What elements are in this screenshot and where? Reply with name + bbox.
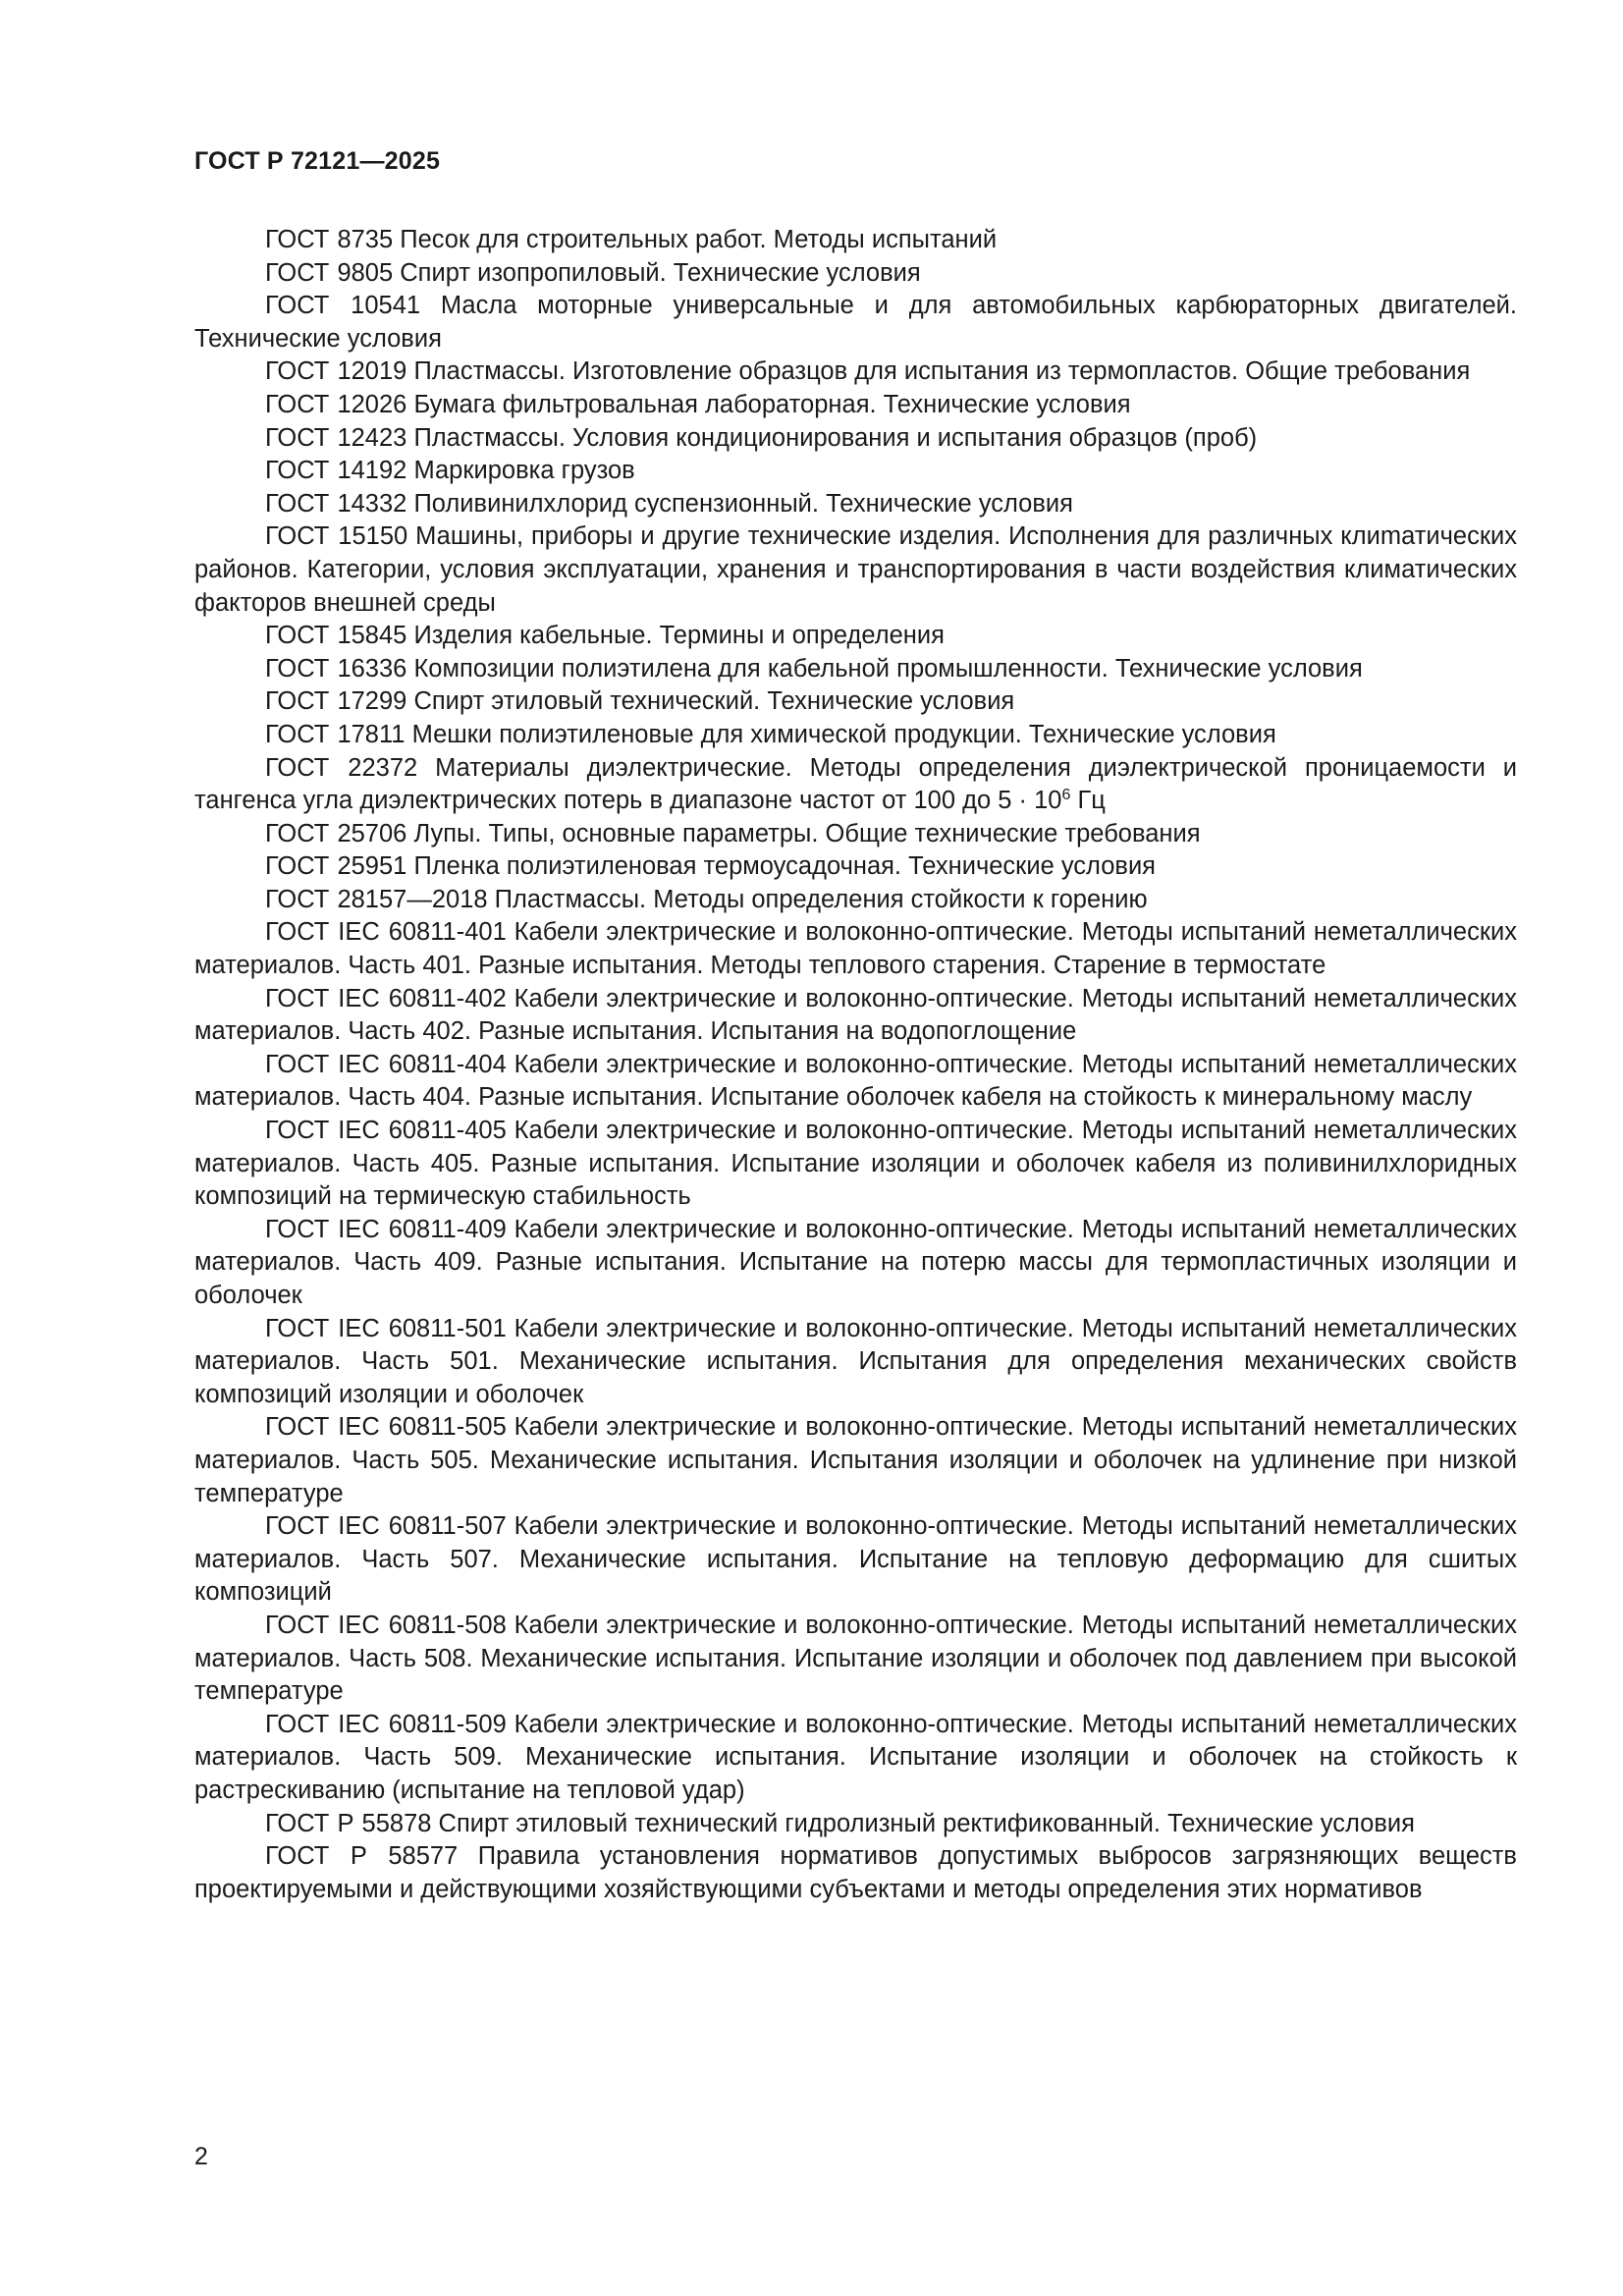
reference-title: Пластмассы. Условия кондиционирования и испытания образцов (проб) (413, 423, 1258, 452)
reference-title: Кабели электрические и волоконно-оптические. Методы испытаний неметаллических материалов. Часть 509. Механические испытания. Испытание изоляции и оболочек на стойкость к растрескиванию (испытание на тепловой удар) (194, 1710, 1517, 1804)
reference-title: Поливинилхлорид суспензионный. Технические условия (413, 489, 1073, 518)
reference-item (194, 520, 1517, 620)
reference-item (194, 1115, 1517, 1214)
reference-item (194, 455, 1517, 488)
reference-code: ГОСТ 8735 (265, 226, 394, 253)
reference-code: ГОСТ 22372 (265, 753, 418, 782)
reference-code: ГОСТ 16336 (265, 654, 407, 683)
reference-title: Материалы диэлектрические. Методы определения диэлектрической проницаемости и тангенса угла диэлектрических потерь в диапазоне частот от 100 до 5 · 10 (194, 753, 1517, 815)
reference-unit: Гц (1070, 787, 1106, 815)
reference-title: Кабели электрические и волоконно-оптические. Методы испытаний неметаллических материалов. Часть 402. Разные испытания. Испытания на водопоглощение (194, 984, 1517, 1046)
reference-code: ГОСТ 15150 (265, 522, 408, 551)
reference-item (194, 818, 1517, 851)
reference-item (194, 1709, 1517, 1808)
reference-title: Песок для строительных работ. Методы испытаний (400, 226, 998, 253)
reference-item (194, 884, 1517, 917)
reference-item (194, 685, 1517, 719)
reference-item (194, 719, 1517, 752)
reference-title: Машины, приборы и другие технические изделия. Исполнения для различных клиmатических районов. Категории, условия эксплуатации, хранения и транспортирования в части воздействия климатических факторов внешней среды (194, 522, 1518, 617)
reference-code: ГОСТ IEC 60811-405 (265, 1117, 507, 1145)
reference-code: ГОСТ 17299 (265, 687, 407, 716)
reference-item (194, 752, 1517, 818)
reference-item (194, 1510, 1517, 1610)
reference-title: Изделия кабельные. Термины и определения (413, 622, 945, 650)
reference-code: ГОСТ IEC 60811-404 (265, 1050, 507, 1078)
reference-title: Пластмассы. Методы определения стойкости к горению (494, 885, 1148, 913)
reference-code: ГОСТ IEC 60811-501 (265, 1314, 507, 1342)
reference-item (194, 488, 1517, 521)
document-header: ГОСТ Р 72121—2025 (194, 147, 441, 175)
reference-code: ГОСТ IEC 60811-505 (265, 1413, 507, 1442)
reference-title: Спирт этиловый технический. Технические условия (413, 687, 1015, 716)
reference-code: ГОСТ Р 55878 (265, 1809, 432, 1837)
reference-code: ГОСТ IEC 60811-507 (265, 1512, 507, 1541)
reference-exponent: 6 (1061, 787, 1071, 804)
reference-title: Композиции полиэтилена для кабельной промышленности. Технические условия (413, 654, 1363, 683)
reference-title: Кабели электрические и волоконно-оптические. Методы испытаний неметаллических материалов. Часть 505. Механические испытания. Испытания изоляции и оболочек на удлинение при низкой температуре (194, 1413, 1517, 1507)
reference-item (194, 1313, 1517, 1412)
reference-code: ГОСТ 28157—2018 (265, 885, 488, 913)
reference-item (194, 389, 1517, 422)
reference-title: Кабели электрические и волоконно-оптические. Методы испытаний неметаллических материалов. Часть 401. Разные испытания. Методы теплового старения. Старение в термостате (194, 918, 1517, 980)
reference-item (194, 983, 1517, 1049)
reference-title: Кабели электрические и волоконно-оптические. Методы испытаний неметаллических материалов. Часть 409. Разные испытания. Испытание на потерю массы для термопластичных изоляции и оболочек (194, 1215, 1517, 1309)
reference-title: Лупы. Типы, основные параметры. Общие технические требования (413, 819, 1201, 847)
reference-item (194, 850, 1517, 884)
reference-item (194, 1808, 1517, 1841)
reference-item (194, 653, 1517, 686)
reference-title: Пластмассы. Изготовление образцов для испытания из термопластов. Общие требования (413, 357, 1471, 386)
reference-title: Бумага фильтровальная лабораторная. Технические условия (413, 390, 1131, 418)
reference-item (194, 1049, 1517, 1115)
reference-title: Спирт изопропиловый. Технические условия (400, 258, 921, 287)
reference-code: ГОСТ Р 58577 (265, 1842, 459, 1871)
reference-title: Масла моторные универсальные и для автомобильных карбюраторных двигателей. Технические условия (194, 292, 1517, 353)
reference-title: Пленка полиэтиленовая термоусадочная. Технические условия (413, 852, 1156, 881)
reference-item (194, 1214, 1517, 1313)
reference-title: Мешки полиэтиленовые для химической продукции. Технические условия (411, 720, 1276, 748)
reference-item (194, 916, 1517, 982)
reference-item (194, 422, 1517, 456)
reference-title: Кабели электрические и волоконно-оптические. Методы испытаний неметаллических материалов. Часть 508. Механические испытания. Испытание изоляции и оболочек под давлением при высокой температуре (194, 1611, 1517, 1706)
normative-references-list (194, 224, 1517, 1906)
reference-item (194, 257, 1517, 291)
reference-item (194, 224, 1517, 257)
reference-title: Правила установления нормативов допустимых выбросов загрязняющих веществ проектируемыми и действующими хозяйствующими субъектами и методы определения этих нормативов (194, 1842, 1517, 1903)
reference-code: ГОСТ 14332 (265, 489, 407, 518)
reference-code: ГОСТ 15845 (265, 622, 407, 650)
reference-code: ГОСТ 17811 (265, 720, 406, 748)
reference-item (194, 1411, 1517, 1510)
reference-title: Кабели электрические и волоконно-оптические. Методы испытаний неметаллических материалов. Часть 507. Механические испытания. Испытание на тепловую деформацию для сшитых композиций (194, 1512, 1517, 1607)
reference-item (194, 355, 1517, 389)
reference-title: Кабели электрические и волоконно-оптические. Методы испытаний неметаллических материалов. Часть 404. Разные испытания. Испытание оболочек кабеля на стойкость к минеральному маслу (194, 1050, 1517, 1112)
reference-code: ГОСТ 14192 (265, 457, 407, 485)
reference-item (194, 1610, 1517, 1709)
reference-code: ГОСТ 25951 (265, 852, 407, 881)
reference-item (194, 1840, 1517, 1906)
reference-code: ГОСТ IEC 60811-508 (265, 1611, 507, 1639)
reference-code: ГОСТ 12019 (265, 357, 407, 386)
reference-code: ГОСТ 12026 (265, 390, 407, 418)
reference-title: Маркировка грузов (413, 457, 635, 485)
reference-item (194, 620, 1517, 653)
reference-code: ГОСТ IEC 60811-402 (265, 984, 507, 1012)
reference-code: ГОСТ 10541 (265, 292, 421, 320)
reference-code: ГОСТ 9805 (265, 258, 394, 287)
reference-title: Кабели электрические и волоконно-оптические. Методы испытаний неметаллических материалов. Часть 501. Механические испытания. Испытания для определения механических свойств композиций изоляции и оболочек (194, 1314, 1517, 1408)
reference-code: ГОСТ IEC 60811-409 (265, 1215, 507, 1243)
reference-title: Кабели электрические и волоконно-оптические. Методы испытаний неметаллических материалов. Часть 405. Разные испытания. Испытание изоляции и оболочек кабеля из поливинилхлоридных композиций на термическую стабильность (194, 1117, 1517, 1211)
reference-item (194, 290, 1517, 355)
reference-code: ГОСТ 12423 (265, 423, 407, 452)
reference-title: Спирт этиловый технический гидролизный ректификованный. Технические условия (438, 1809, 1415, 1837)
reference-code: ГОСТ 25706 (265, 819, 407, 847)
reference-code: ГОСТ IEC 60811-509 (265, 1710, 507, 1738)
page-number: 2 (194, 2143, 208, 2170)
reference-code: ГОСТ IEC 60811-401 (265, 918, 507, 947)
